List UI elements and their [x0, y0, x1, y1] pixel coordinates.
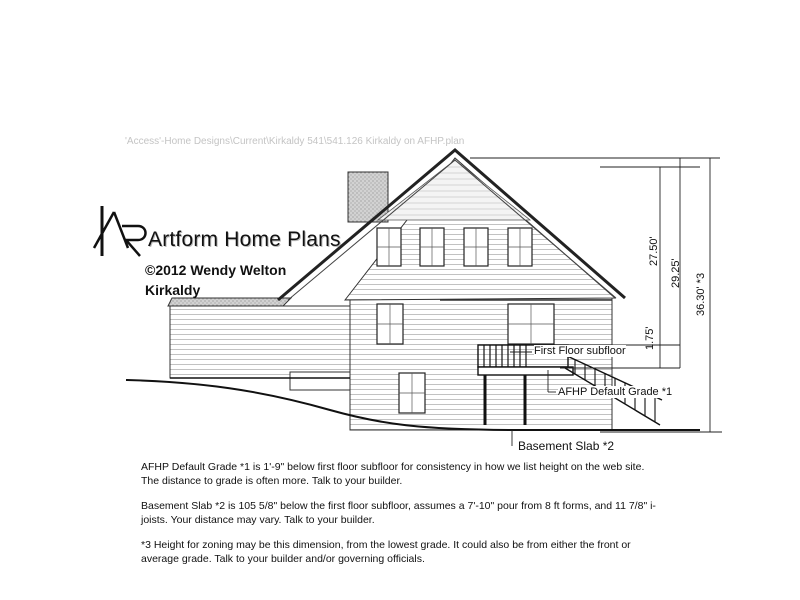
dimension-36-30: 36.30' *3 — [695, 272, 707, 316]
gable-shingle — [378, 160, 530, 220]
dimension-27-50: 27.50' — [648, 236, 660, 266]
basement-slab-label: Basement Slab *2 — [518, 439, 615, 453]
dimension-subfloor-to-grade: 1.75' — [644, 326, 656, 350]
note-default-grade: AFHP Default Grade *1 is 1'-9" below first floor subfloor for consistency in how we list height on the web site. The distance to grade is often more. Talk to your builder. — [141, 461, 645, 487]
copyright-line-1: ©2012 Wendy Welton — [145, 262, 287, 278]
left-wing — [168, 298, 360, 390]
note-basement-slab: Basement Slab *2 is 105 5/8" below the first floor subfloor, assumes a 7'-10" pour from 8 ft forms, and 11 7/8" i-joists. Your distance may vary. Talk to your builder. — [141, 500, 656, 526]
logo-mark-icon — [92, 204, 152, 260]
note-zoning-height: *3 Height for zoning may be this dimension, from the lowest grade. It could also be from either the front or average grade. Talk to your builder and/or governing officials. — [141, 539, 631, 565]
lower-window — [399, 373, 425, 413]
first-floor-subfloor-label: First Floor subfloor — [534, 345, 626, 357]
artform-logo — [92, 204, 362, 260]
file-path-watermark: 'Access'-Home Designs\Current\Kirkaldy 541\541.126 Kirkaldy on AFHP.plan — [125, 136, 465, 147]
dimension-29-25: 29.25' — [670, 258, 682, 288]
copyright-notice — [145, 260, 345, 300]
left-wing-wall — [170, 306, 350, 378]
logo-brand-name: Artform Home Plans — [148, 228, 341, 251]
footnotes — [141, 460, 661, 577]
default-grade-label: AFHP Default Grade *1 — [558, 386, 673, 398]
copyright-line-2: Kirkaldy — [145, 282, 201, 298]
